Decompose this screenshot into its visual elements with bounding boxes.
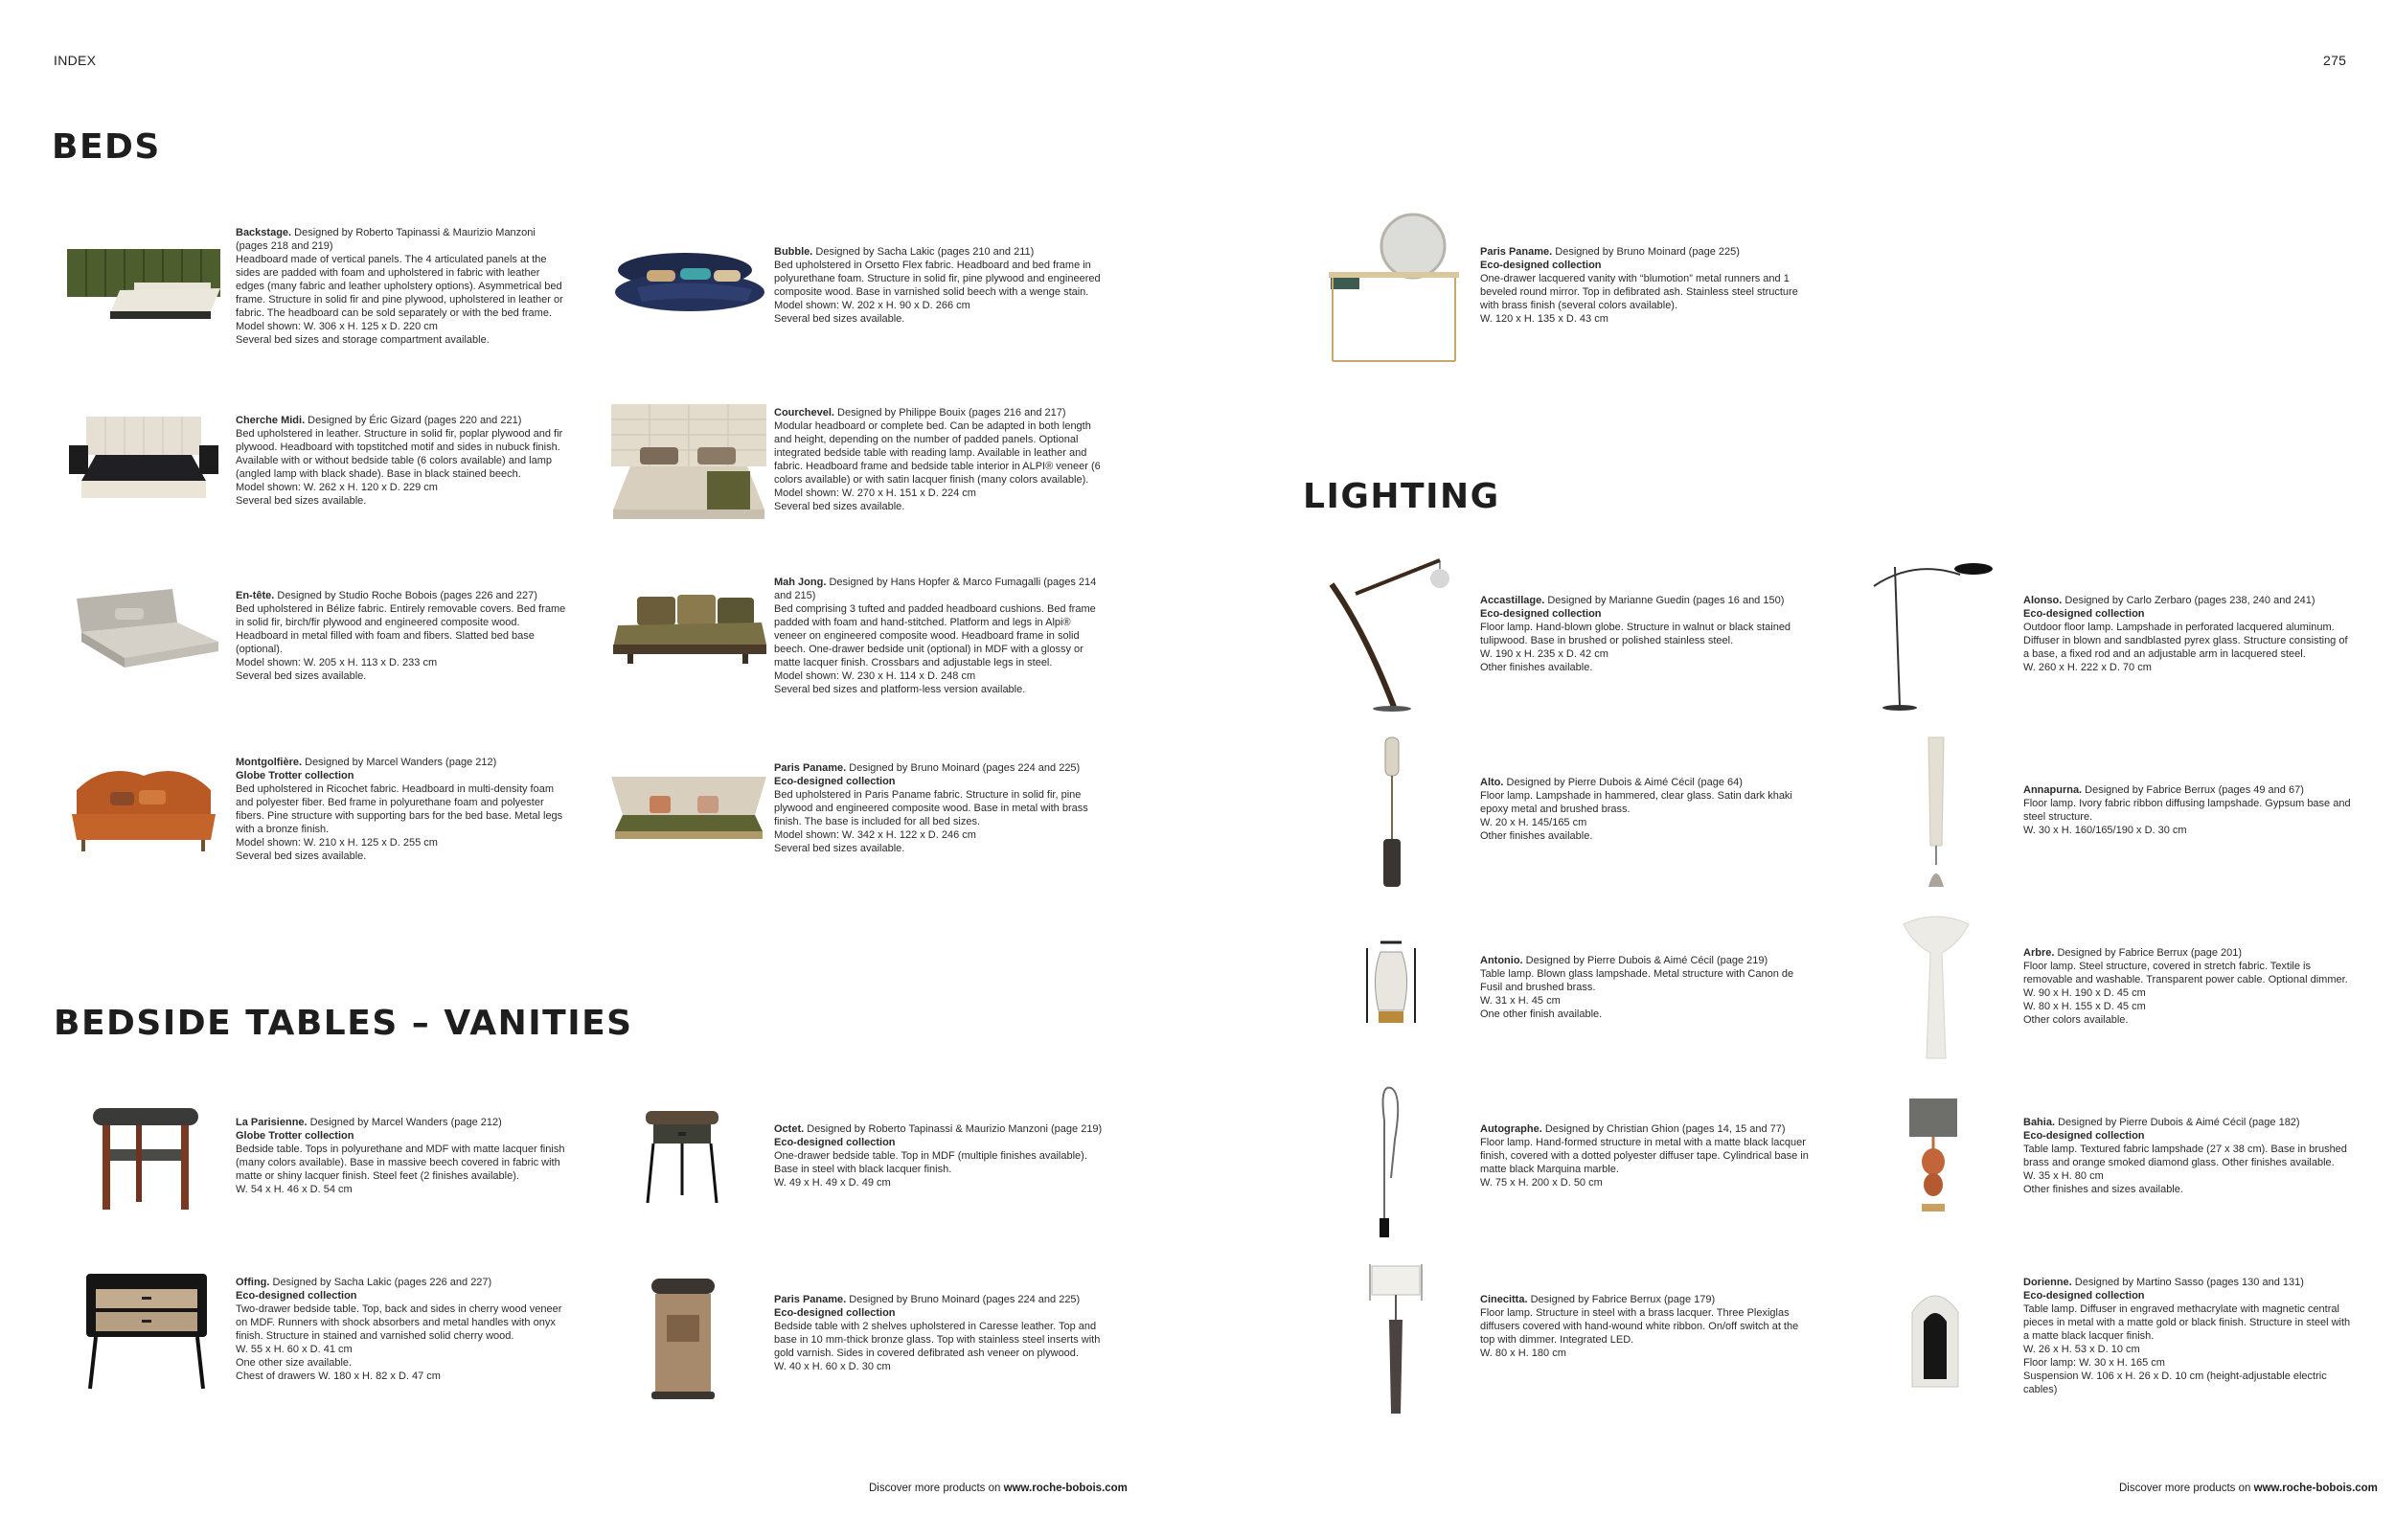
collection-name: Globe Trotter collection bbox=[236, 1130, 354, 1142]
dimensions-line: W. 40 x H. 60 x D. 30 cm bbox=[774, 1361, 891, 1372]
product-name: Dorienne. bbox=[2023, 1277, 2072, 1288]
accastillage-description bbox=[1480, 594, 1811, 674]
designer-credit: Designed by Pierre Dubois & Aimé Cécil (page 64) bbox=[1503, 777, 1743, 788]
designer-credit: Designed by Fabrice Berrux (pages 49 and 67) bbox=[2082, 784, 2304, 796]
availability-line: Several bed sizes available. bbox=[774, 501, 905, 512]
collection-name: Eco-designed collection bbox=[2023, 608, 2145, 620]
dimensions-line: W. 54 x H. 46 x D. 54 cm bbox=[236, 1184, 353, 1195]
dimensions-line: W. 55 x H. 60 x D. 41 cm bbox=[236, 1344, 353, 1355]
dorienne-lamp-image bbox=[1906, 1283, 1964, 1389]
description-line: Bed upholstered in Orsetto Flex fabric. Headboard and bed frame in polyurethane foam. Structure in solid fir, pine plywood and engineered composite wood. Base in varnished solid beech with a wenge stain. bbox=[774, 260, 1101, 298]
alto-description bbox=[1480, 776, 1811, 843]
cinecitta-description bbox=[1480, 1293, 1811, 1360]
availability-line: Other finishes available. bbox=[1480, 830, 1593, 842]
description-line: Two-drawer bedside table. Top, back and sides in cherry wood veneer on MDF. Runners with shock absorbers and metal handles with onyx finish. Structure in stained and varnished solid cherry wood. bbox=[236, 1303, 562, 1342]
autographe-lamp-image bbox=[1370, 1082, 1408, 1240]
antonio-description bbox=[1480, 954, 1811, 1021]
bahia-description bbox=[2023, 1116, 2354, 1196]
paris-paname-bedside-description bbox=[774, 1293, 1105, 1373]
description-line: Bed upholstered in leather. Structure in solid fir, poplar plywood and fir plywood. Headboard with topstitched motif and sides in nubuck finish. Available with or without bedside table (6 colors available) and lamp (angled lamp with black shade). Base in black stained beech. bbox=[236, 428, 563, 480]
courchevel-bed-image bbox=[611, 404, 766, 524]
availability-line: Other finishes available. bbox=[1480, 662, 1593, 673]
dimensions-line: Chest of drawers W. 180 x H. 82 x D. 47 cm bbox=[236, 1370, 441, 1382]
designer-credit: Designed by Martino Sasso (pages 130 and 131) bbox=[2071, 1277, 2304, 1288]
antonio-lamp-image bbox=[1363, 939, 1419, 1030]
montgolfiere-description bbox=[236, 756, 566, 863]
availability-line: Several bed sizes available. bbox=[774, 843, 905, 854]
arbre-lamp-image bbox=[1902, 915, 1971, 1063]
collection-name: Eco-designed collection bbox=[1480, 608, 1602, 620]
dimensions-line: W. 190 x H. 235 x D. 42 cm bbox=[1480, 648, 1608, 660]
dimensions-line: Model shown: W. 230 x H. 114 x D. 248 cm bbox=[774, 670, 976, 682]
courchevel-description bbox=[774, 406, 1105, 513]
collection-name: Eco-designed collection bbox=[236, 1290, 357, 1302]
paris-paname-vanity-image bbox=[1327, 213, 1461, 366]
dimensions-line: One other size available. bbox=[236, 1357, 353, 1369]
section-title-bedside-tables: BEDSIDE TABLES – VANITIES bbox=[54, 1004, 633, 1043]
product-name: Octet. bbox=[774, 1123, 805, 1135]
designer-credit: Designed by Hans Hopfer & Marco Fumagalli (pages 214 and 215) bbox=[774, 577, 1097, 601]
product-name: La Parisienne. bbox=[236, 1117, 308, 1128]
dimensions-line: W. 120 x H. 135 x D. 43 cm bbox=[1480, 313, 1608, 325]
collection-name: Eco-designed collection bbox=[774, 1137, 896, 1148]
dimensions-line: W. 31 x H. 45 cm bbox=[1480, 995, 1561, 1007]
cherche-midi-description bbox=[236, 414, 566, 508]
description-line: Bed upholstered in Ricochet fabric. Headboard in multi-density foam and polyester fiber. Bed frame in polyurethane foam and polyester fibers. Pine structure with supporting bars for the bed base. Metal legs with a bronze finish. bbox=[236, 783, 563, 835]
octet-table-image bbox=[644, 1109, 720, 1205]
description-line: Bed comprising 3 tufted and padded headboard cushions. Bed frame padded with foam and hand-stitched. Platform and legs in Alpi® veneer on engineered composite wood. Headboard frame in solid beech. One-drawer bedside unit (optional) in MDF with a glossy or matte lacquer finish. Crossbars and adjustable legs in steel. bbox=[774, 603, 1096, 668]
description-line: Modular headboard or complete bed. Can be adapted in both length and height, depending on the number of padded panels. Optional integrated bedside table with reading lamp. Available in leather and fabric. Headboard frame and bedside table interior in ALPI® veneer (6 colors available) or with satin lacquer finish (many colors available). bbox=[774, 420, 1101, 486]
dimensions-line: W. 26 x H. 53 x D. 10 cm bbox=[2023, 1344, 2140, 1355]
dimensions-line: Model shown: W. 306 x H. 125 x D. 220 cm bbox=[236, 321, 438, 332]
bubble-description bbox=[774, 245, 1105, 326]
designer-credit: Designed by Bruno Moinard (pages 224 and 225) bbox=[846, 1294, 1081, 1305]
alto-lamp-image bbox=[1378, 736, 1406, 889]
availability-line: Several bed sizes available. bbox=[236, 670, 367, 682]
paris-paname-vanity-description bbox=[1480, 245, 1811, 326]
description-line: Floor lamp. Structure in steel with a brass lacquer. Three Plexiglas diffusers covered with hand-wound white ribbon. On/off switch at the top with dimmer. Integrated LED. bbox=[1480, 1307, 1799, 1346]
mah-jong-description bbox=[774, 576, 1105, 696]
page-number: 275 bbox=[2323, 53, 2347, 68]
description-line: Table lamp. Diffuser in engraved methacrylate with magnetic central pieces in metal with a matte gold or black finish. Structure in steel with a matte black lacquer finish. bbox=[2023, 1303, 2351, 1342]
product-name: Bahia. bbox=[2023, 1117, 2056, 1128]
arbre-description bbox=[2023, 946, 2354, 1027]
product-name: Mah Jong. bbox=[774, 577, 827, 588]
designer-credit: Designed by Marcel Wanders (page 212) bbox=[307, 1117, 502, 1128]
designer-credit: Designed by Marcel Wanders (page 212) bbox=[302, 757, 497, 768]
footer-prefix: Discover more products on bbox=[869, 1483, 1004, 1494]
dimensions-line: W. 260 x H. 222 x D. 70 cm bbox=[2023, 662, 2152, 673]
cherche-midi-bed-image bbox=[67, 412, 220, 508]
cinecitta-lamp-image bbox=[1362, 1262, 1429, 1415]
designer-credit: Designed by Roberto Tapinassi & Maurizio Manzoni (pages 218 and 219) bbox=[236, 227, 536, 252]
dimensions-line: Model shown: W. 205 x H. 113 x D. 233 cm bbox=[236, 657, 438, 668]
section-title-beds: BEDS bbox=[52, 127, 161, 167]
annapurna-description bbox=[2023, 783, 2354, 837]
product-name: Offing. bbox=[236, 1277, 270, 1288]
index-label: INDEX bbox=[54, 53, 97, 68]
en-tete-bed-image bbox=[67, 589, 220, 670]
dorienne-description bbox=[2023, 1276, 2354, 1396]
designer-credit: Designed by Bruno Moinard (page 225) bbox=[1552, 246, 1740, 258]
accastillage-lamp-image bbox=[1327, 555, 1451, 713]
dimensions-line: W. 49 x H. 49 x D. 49 cm bbox=[774, 1177, 891, 1189]
description-line: Outdoor floor lamp. Lampshade in perforated lacquered aluminum. Diffuser in blown and sandblasted pyrex glass. Structure consisting of a base, a fixed rod and an adjustable arm in lacquered steel. bbox=[2023, 622, 2348, 660]
collection-name: Eco-designed collection bbox=[774, 1307, 896, 1319]
dimensions-line: Suspension W. 106 x H. 26 x D. 10 cm (height-adjustable electric cables) bbox=[2023, 1370, 2327, 1395]
alonso-lamp-image bbox=[1866, 557, 1996, 713]
product-name: Backstage. bbox=[236, 227, 292, 238]
product-name: Montgolfière. bbox=[236, 757, 303, 768]
dimensions-line: Floor lamp: W. 30 x H. 165 cm bbox=[2023, 1357, 2165, 1369]
dimensions-line: Model shown: W. 270 x H. 151 x D. 224 cm bbox=[774, 487, 976, 499]
collection-name: Globe Trotter collection bbox=[236, 770, 354, 781]
product-name: Bubble. bbox=[774, 246, 813, 258]
dimensions-line: W. 80 x H. 180 cm bbox=[1480, 1348, 1566, 1359]
autographe-description bbox=[1480, 1122, 1811, 1189]
footer-left bbox=[869, 1483, 1128, 1494]
designer-credit: Designed by Studio Roche Bobois (pages 226 and 227) bbox=[274, 590, 537, 601]
footer-prefix: Discover more products on bbox=[2119, 1483, 2254, 1494]
product-name: En-tête. bbox=[236, 590, 275, 601]
designer-credit: Designed by Christian Ghion (pages 14, 15 and 77) bbox=[1541, 1123, 1786, 1135]
availability-line: Several bed sizes and platform-less version available. bbox=[774, 684, 1026, 695]
dimensions-line: W. 90 x H. 190 x D. 45 cm bbox=[2023, 987, 2146, 999]
description-line: One-drawer bedside table. Top in MDF (multiple finishes available). Base in steel with black lacquer finish. bbox=[774, 1150, 1087, 1175]
designer-credit: Designed by Pierre Dubois & Aimé Cécil (page 182) bbox=[2055, 1117, 2300, 1128]
dimensions-line: W. 35 x H. 80 cm bbox=[2023, 1170, 2104, 1182]
description-line: Headboard made of vertical panels. The 4 articulated panels at the sides are padded with foam and upholstered in fabric with leather edges (many fabric and leather upholstery options). Asymmetrical bed frame. Structure in solid fir and pine plywood, upholstered in leather or fabric. The headboard can be sold separately or with the bed frame. bbox=[236, 254, 563, 319]
section-title-lighting: LIGHTING bbox=[1303, 477, 1500, 516]
designer-credit: Designed by Philippe Bouix (pages 216 and 217) bbox=[833, 407, 1066, 419]
dimensions-line: W. 30 x H. 160/165/190 x D. 30 cm bbox=[2023, 825, 2187, 836]
dimensions-line: W. 75 x H. 200 x D. 50 cm bbox=[1480, 1177, 1603, 1189]
la-parisienne-table-image bbox=[88, 1106, 203, 1212]
designer-credit: Designed by Marianne Guedin (pages 16 and 150) bbox=[1544, 595, 1785, 606]
octet-description bbox=[774, 1122, 1105, 1189]
collection-name: Eco-designed collection bbox=[774, 776, 896, 787]
product-name: Antonio. bbox=[1480, 955, 1523, 966]
description-line: Bedside table with 2 shelves upholstered in Caresse leather. Top and base in 10 mm-thick bronze glass. Top with stainless steel inserts with gold varnish. Sides in covered defibrated ash veneer on plywood. bbox=[774, 1321, 1101, 1359]
offing-table-image bbox=[84, 1272, 209, 1392]
designer-credit: Designed by Bruno Moinard (pages 224 and 225) bbox=[846, 762, 1081, 774]
description-line: Floor lamp. Lampshade in hammered, clear glass. Satin dark khaki epoxy metal and brushed brass. bbox=[1480, 790, 1792, 815]
backstage-bed-image bbox=[67, 244, 220, 326]
dimensions-line: Model shown: W. 262 x H. 120 x D. 229 cm bbox=[236, 482, 438, 493]
dimensions-line: Model shown: W. 342 x H. 122 x D. 246 cm bbox=[774, 829, 976, 841]
description-line: One-drawer lacquered vanity with “blumotion” metal runners and 1 beveled round mirror. Top in defibrated ash. Stainless steel structure with brass finish (several colors available). bbox=[1480, 273, 1798, 311]
alonso-description bbox=[2023, 594, 2354, 674]
product-name: Paris Paname. bbox=[774, 762, 847, 774]
designer-credit: Designed by Roberto Tapinassi & Maurizio Manzoni (page 219) bbox=[804, 1123, 1103, 1135]
product-name: Autographe. bbox=[1480, 1123, 1542, 1135]
description-line: Floor lamp. Hand-blown globe. Structure in walnut or black stained tulipwood. Base in brushed or polished stainless steel. bbox=[1480, 622, 1791, 646]
collection-name: Eco-designed collection bbox=[2023, 1130, 2145, 1142]
bubble-bed-image bbox=[608, 249, 766, 316]
footer-right bbox=[2119, 1483, 2378, 1494]
dimensions-line: W. 20 x H. 145/165 cm bbox=[1480, 817, 1587, 828]
paris-paname-bed-image bbox=[611, 772, 766, 849]
mah-jong-bed-image bbox=[608, 592, 766, 668]
designer-credit: Designed by Carlo Zerbaro (pages 238, 240 and 241) bbox=[2062, 595, 2315, 606]
bahia-lamp-image bbox=[1905, 1097, 1962, 1216]
montgolfiere-bed-image bbox=[67, 761, 220, 857]
product-name: Paris Paname. bbox=[774, 1294, 847, 1305]
description-line: Table lamp. Blown glass lampshade. Metal structure with Canon de Fusil and brushed brass. bbox=[1480, 968, 1794, 993]
product-name: Paris Paname. bbox=[1480, 246, 1553, 258]
product-name: Accastillage. bbox=[1480, 595, 1545, 606]
designer-credit: Designed by Pierre Dubois & Aimé Cécil (page 219) bbox=[1522, 955, 1768, 966]
website-link[interactable]: www.roche-bobois.com bbox=[2253, 1483, 2378, 1494]
availability-line: Several bed sizes available. bbox=[236, 495, 367, 507]
product-name: Cherche Midi. bbox=[236, 415, 306, 426]
la-parisienne-description bbox=[236, 1116, 566, 1196]
availability-line: Other colors available. bbox=[2023, 1014, 2129, 1026]
product-name: Annapurna. bbox=[2023, 784, 2083, 796]
description-line: Bedside table. Tops in polyurethane and MDF with matte lacquer finish (many colors available). Base in massive beech covered in fabric with matte or shiny lacquer finish. Steel feet (2 finishes available). bbox=[236, 1144, 565, 1182]
paris-paname-bed-description bbox=[774, 761, 1105, 855]
description-line: Floor lamp. Steel structure, covered in stretch fabric. Textile is removable and washable. Transparent power cable. Optional dimmer. bbox=[2023, 961, 2348, 985]
collection-name: Eco-designed collection bbox=[2023, 1290, 2145, 1302]
description-line: Bed upholstered in Paris Paname fabric. Structure in solid fir, pine plywood and engineered composite wood. Base in metal with brass finish. The base is included for all bed sizes. bbox=[774, 789, 1088, 827]
annapurna-lamp-image bbox=[1919, 736, 1953, 889]
availability-line: Several bed sizes available. bbox=[774, 313, 905, 325]
designer-credit: Designed by Fabrice Berrux (page 201) bbox=[2054, 947, 2243, 959]
backstage-description bbox=[236, 226, 566, 347]
description-line: Floor lamp. Hand-formed structure in metal with a matte black lacquer finish, covered with a dotted polyester diffuser tape. Cylindrical base in matte black Marquina marble. bbox=[1480, 1137, 1809, 1175]
designer-credit: Designed by Éric Gizard (pages 220 and 221) bbox=[305, 415, 522, 426]
product-name: Courchevel. bbox=[774, 407, 834, 419]
description-line: Table lamp. Textured fabric lampshade (27 x 38 cm). Base in brushed brass and orange smoked diamond glass. Other finishes available. bbox=[2023, 1144, 2347, 1168]
website-link[interactable]: www.roche-bobois.com bbox=[1003, 1483, 1128, 1494]
collection-name: Eco-designed collection bbox=[1480, 260, 1602, 271]
dimensions-line: Model shown: W. 210 x H. 125 x D. 255 cm bbox=[236, 837, 438, 849]
designer-credit: Designed by Sacha Lakic (pages 226 and 227) bbox=[269, 1277, 492, 1288]
availability-line: One other finish available. bbox=[1480, 1008, 1603, 1020]
availability-line: Several bed sizes and storage compartment available. bbox=[236, 334, 490, 346]
product-name: Alto. bbox=[1480, 777, 1504, 788]
offing-description bbox=[236, 1276, 566, 1383]
description-line: Floor lamp. Ivory fabric ribbon diffusing lampshade. Gypsum base and steel structure. bbox=[2023, 798, 2351, 823]
dimensions-line: W. 80 x H. 155 x D. 45 cm bbox=[2023, 1001, 2146, 1012]
product-name: Arbre. bbox=[2023, 947, 2055, 959]
designer-credit: Designed by Fabrice Berrux (page 179) bbox=[1527, 1294, 1716, 1305]
product-name: Alonso. bbox=[2023, 595, 2063, 606]
availability-line: Several bed sizes available. bbox=[236, 850, 367, 862]
paris-paname-bedside-image bbox=[650, 1277, 717, 1401]
description-line: Bed upholstered in Bélize fabric. Entirely removable covers. Bed frame in solid fir, birch/fir plywood and engineered composite wood. Headboard in metal filled with foam and fibers. Slatted bed base (optional). bbox=[236, 603, 566, 655]
designer-credit: Designed by Sacha Lakic (pages 210 and 211) bbox=[812, 246, 1035, 258]
availability-line: Other finishes and sizes available. bbox=[2023, 1184, 2183, 1195]
en-tete-description bbox=[236, 589, 566, 683]
dimensions-line: Model shown: W. 202 x H. 90 x D. 266 cm bbox=[774, 300, 970, 311]
product-name: Cinecitta. bbox=[1480, 1294, 1528, 1305]
